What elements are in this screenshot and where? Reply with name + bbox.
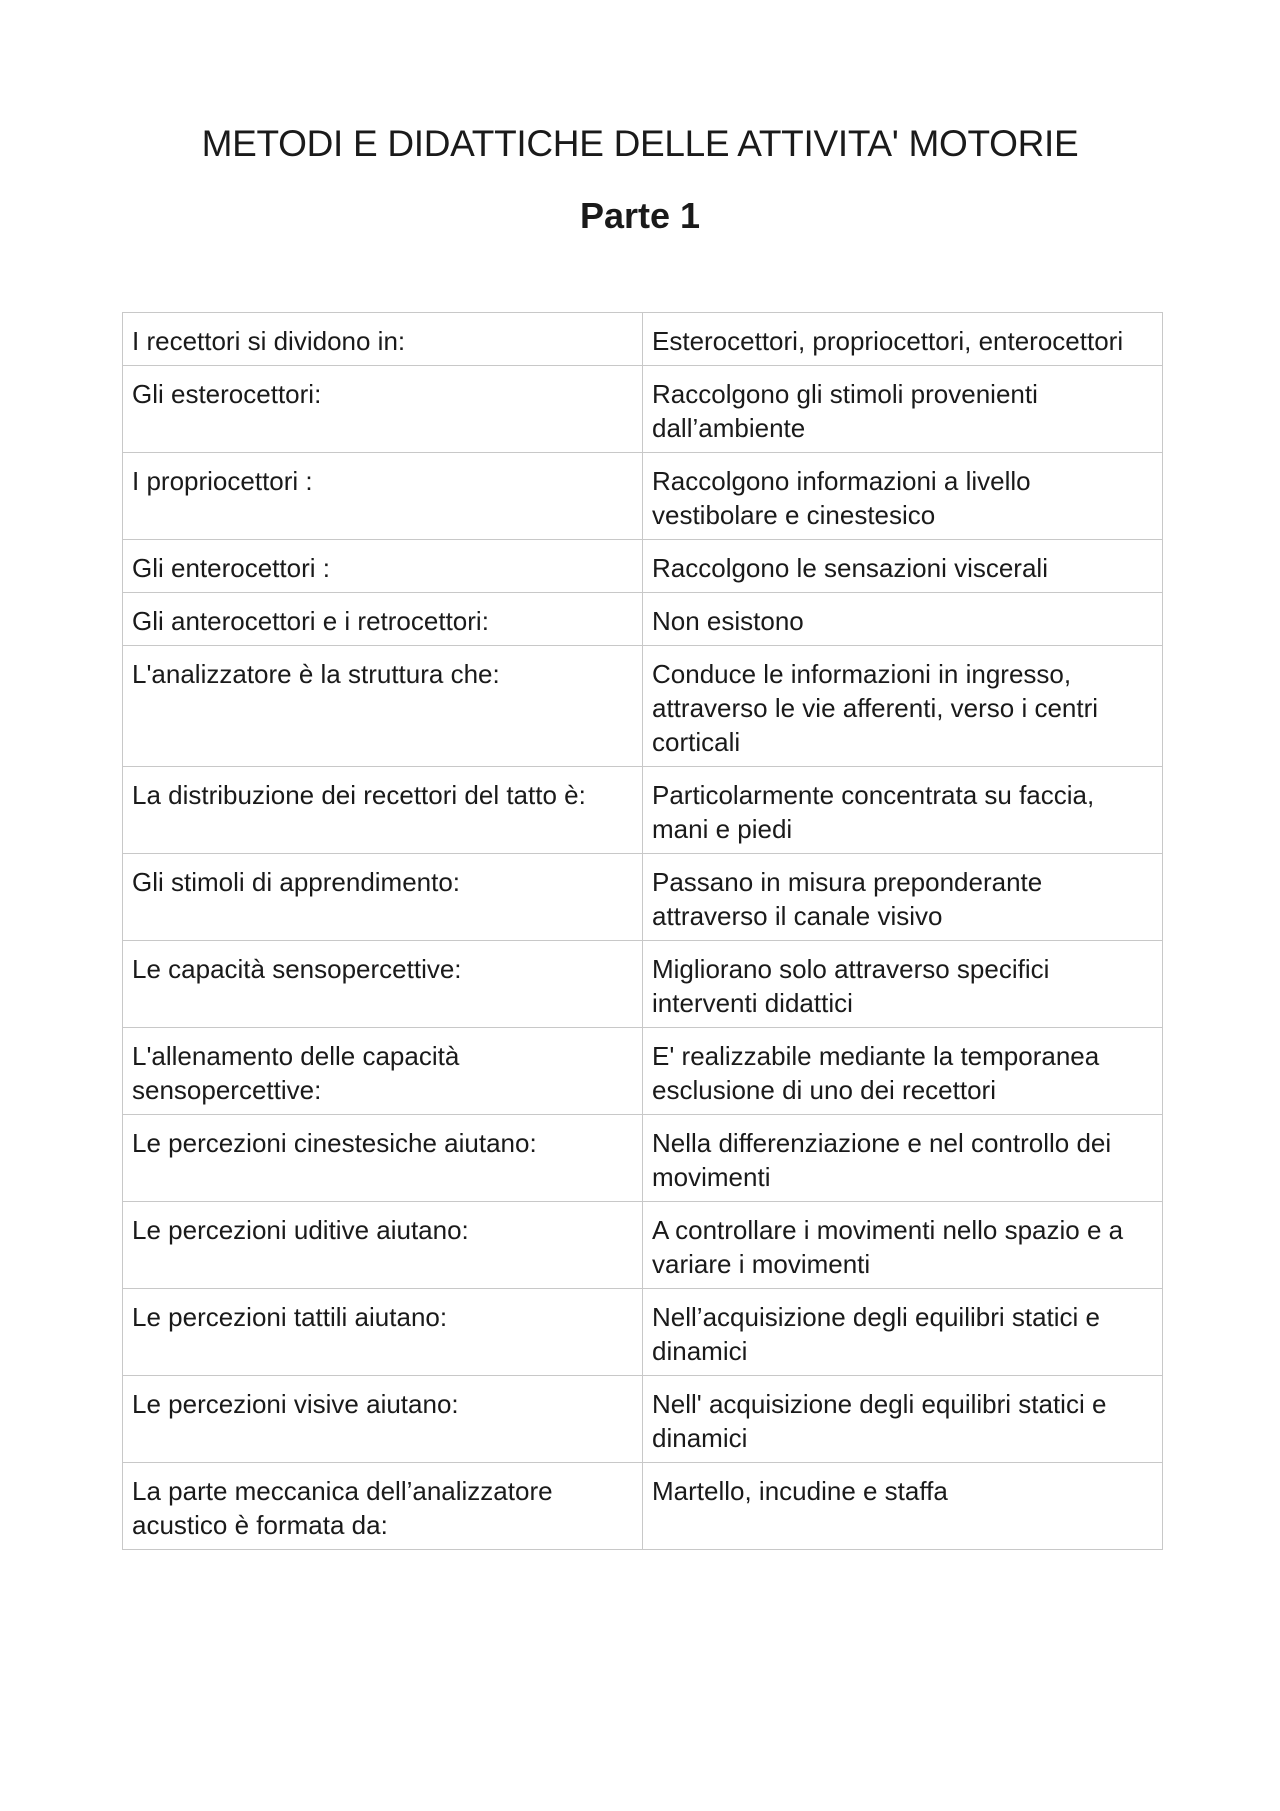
table-row	[123, 767, 1163, 854]
table-row	[123, 1376, 1163, 1463]
answer-cell: A controllare i movimenti nello spazio e a variare i movimenti	[643, 1202, 1163, 1289]
question-cell: I recettori si dividono in:	[123, 313, 643, 366]
question-cell: L'analizzatore è la struttura che:	[123, 646, 643, 767]
table-row	[123, 593, 1163, 646]
question-cell: La distribuzione dei recettori del tatto è:	[123, 767, 643, 854]
answer-cell: Migliorano solo attraverso specifici interventi didattici	[643, 941, 1163, 1028]
question-cell: Le capacità sensopercettive:	[123, 941, 643, 1028]
question-cell: Le percezioni cinestesiche aiutano:	[123, 1115, 643, 1202]
table-row	[123, 854, 1163, 941]
question-cell: Gli anterocettori e i retrocettori:	[123, 593, 643, 646]
answer-cell: E' realizzabile mediante la temporanea esclusione di uno dei recettori	[643, 1028, 1163, 1115]
table-row	[123, 313, 1163, 366]
answer-cell: Nell’acquisizione degli equilibri statici e dinamici	[643, 1289, 1163, 1376]
question-cell: Le percezioni visive aiutano:	[123, 1376, 643, 1463]
table-row	[123, 646, 1163, 767]
question-cell: L'allenamento delle capacità sensopercettive:	[123, 1028, 643, 1115]
question-cell: Gli stimoli di apprendimento:	[123, 854, 643, 941]
answer-cell: Conduce le informazioni in ingresso, attraverso le vie afferenti, verso i centri corticali	[643, 646, 1163, 767]
question-cell: Le percezioni tattili aiutano:	[123, 1289, 643, 1376]
table-row	[123, 1115, 1163, 1202]
question-cell: La parte meccanica dell’analizzatore acustico è formata da:	[123, 1463, 643, 1550]
answer-cell: Esterocettori, propriocettori, enterocettori	[643, 313, 1163, 366]
answer-cell: Nell' acquisizione degli equilibri statici e dinamici	[643, 1376, 1163, 1463]
document-subtitle: Parte 1	[579, 195, 701, 236]
document-title: METODI E DIDATTICHE DELLE ATTIVITA' MOTORIE	[201, 123, 1079, 164]
table-row	[123, 453, 1163, 540]
table-row	[123, 1028, 1163, 1115]
question-cell: Gli esterocettori:	[123, 366, 643, 453]
answer-cell: Non esistono	[643, 593, 1163, 646]
question-cell: Le percezioni uditive aiutano:	[123, 1202, 643, 1289]
question-cell: I propriocettori :	[123, 453, 643, 540]
table-row	[123, 1463, 1163, 1550]
answer-cell: Particolarmente concentrata su faccia, mani e piedi	[643, 767, 1163, 854]
table-row	[123, 366, 1163, 453]
answer-cell: Nella differenziazione e nel controllo dei movimenti	[643, 1115, 1163, 1202]
table-row	[123, 1202, 1163, 1289]
qa-table	[122, 312, 1163, 1550]
answer-cell: Raccolgono informazioni a livello vestibolare e cinestesico	[643, 453, 1163, 540]
table-row	[123, 1289, 1163, 1376]
answer-cell: Martello, incudine e staffa	[643, 1463, 1163, 1550]
table-row	[123, 941, 1163, 1028]
answer-cell: Passano in misura preponderante attraverso il canale visivo	[643, 854, 1163, 941]
answer-cell: Raccolgono le sensazioni viscerali	[643, 540, 1163, 593]
table-row	[123, 540, 1163, 593]
question-cell: Gli enterocettori :	[123, 540, 643, 593]
answer-cell: Raccolgono gli stimoli provenienti dall’ambiente	[643, 366, 1163, 453]
